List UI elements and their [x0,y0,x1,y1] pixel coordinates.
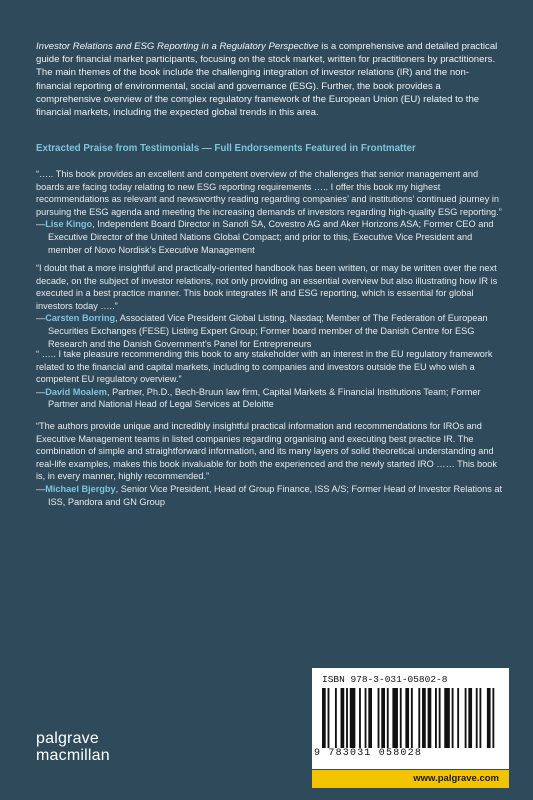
barcode-bar [492,688,494,748]
testimonial-text: “I doubt that a more insightful and practically-oriented handbook has been written, or may be written over the next decade, on the subject of investor relations, not only providing an essential overview but also illustrating how IR is executed in a best practice manner. This book integrates IR and ESG reporting, which is essential for global investors today …..” [36,263,498,311]
barcode-bar [322,688,326,748]
barcode-bar [452,688,454,748]
barcode-bar [335,688,337,748]
publisher-logo-line2: macmillan [36,747,110,764]
barcode-bar [468,688,472,748]
barcode-bar [444,688,450,748]
isbn-label: ISBN 978-3-031-05802-8 [322,674,448,685]
testimonial-author: David Moalem [45,386,107,397]
publisher-logo [36,730,110,764]
testimonial-role: , Independent Board Director in Sanofi SA, Covestro AG and Aker Horizons ASA; Former CEO and Executive Director of the United Nations Global Compact; and prior to this, Executive Vice President and member of Novo Nordisk’s Executive Management [48,219,494,255]
barcode-bar [400,688,402,748]
testimonial-role: , Senior Vice President, Head of Group Finance, ISS A/S; Former Head of Investor Relations at ISS, Pandora and GN Group [48,483,503,507]
barcode-bar [479,688,481,748]
barcode-bar [411,688,413,748]
testimonial [36,168,504,256]
testimonial-author: Michael Bjergby [45,483,116,494]
publisher-logo-line1: palgrave [36,730,99,747]
testimonial-text: “ ….. I take pleasure recommending this book to any stakeholder with an interest in the EU regulatory framework related to the financial and capital markets, including to companies and investors outside the EU who wish a competent EU regulatory overview.” [36,349,493,385]
barcode-bar [392,688,398,748]
barcode-bar [381,688,385,748]
barcode-bar [350,688,356,748]
barcode-bar [476,688,478,748]
testimonial-text: “….. This book provides an excellent and competent overview of the challenges that senior management and boards are facing today relating to new ESG reporting requirements ….. I offer this book my highest recommendations as relevant and newsworthy reading regarding companies’ and institutions’ continued journey in pursuing the ESG agenda and meeting the increasing demands of investors regarding high-quality ESG reporting.” [36,169,502,217]
barcode-digits: 9 783031 058028 [314,748,423,759]
intro-paragraph [36,40,504,119]
barcode-bar [457,688,459,748]
publisher-url: www.palgrave.com [413,773,499,784]
testimonial-attribution: —Michael Bjergby, Senior Vice President, Head of Group Finance, ISS A/S; Former Head of Investor Relations at ISS, Pandora and GN Group [36,483,503,507]
barcode-bar [422,688,426,748]
testimonial-role: , Associated Vice President Global Listing, Nasdaq; Member of The Federation of European Securities Exchanges (FESE) Listing Expert Group; Former board member of the Danish Centre for ESG Research and the Danish Government’s Panel for Entrepreneurs [48,313,488,349]
barcode-bar [341,688,345,748]
barcode-bar [439,688,441,748]
barcode-bar [405,688,409,748]
barcode-bar [418,688,420,748]
barcode-bar [428,688,432,748]
praise-heading: Extracted Praise from Testimonials — Full Endorsements Featured in Frontmatter [36,143,416,154]
testimonial-attribution: —David Moalem, Partner, Ph.D., Bech-Bruun law firm, Capital Markets & Financial Institutions Team; Former Partner and National Head of Legal Services at Deloitte [36,386,481,410]
barcode-bar [359,688,361,748]
testimonial [36,348,504,411]
testimonial [36,262,504,350]
barcode-bar [465,688,467,748]
isbn-barcode [312,668,509,769]
testimonial-role: , Partner, Ph.D., Bech-Bruun law firm, Capital Markets & Financial Institutions Team; Former Partner and National Head of Legal Services at Deloitte [48,386,481,410]
barcode-bar [435,688,437,748]
testimonial-text: “The authors provide unique and incredibly insightful practical information and recommendations for IROs and Executive Management teams in listed companies regarding organising and executing best practice IR. The combination of simple and straightforward information, and its many layers of solid theoretical understanding and real-life examples, makes this book invaluable for both the experienced and the newly started IRO …… This book is, in every manner, highly recommended.” [36,421,497,482]
barcode-bar [328,688,330,748]
testimonial-author: Carsten Borring [45,313,116,324]
barcode-bar [387,688,389,748]
barcode-bar [346,688,348,748]
barcode-bars [322,688,498,748]
intro-text: is a comprehensive and detailed practical guide for financial market participants, focusing on the stock market, written for practitioners by practitioners. The main themes of the book include the challenging integration of investor relations (IR) and the non-financial reporting of environmental, social and governance (ESG). Further, the book provides a comprehensive overview of the complex regulatory framework of the European Union (EU) related to the financial markets, including the expected global trends in this area. [36,41,498,119]
barcode-bar [487,688,491,748]
barcode-bar [365,688,367,748]
testimonial-attribution: —Carsten Borring, Associated Vice President Global Listing, Nasdaq; Member of The Federation of European Securities Exchanges (FESE) Listing Expert Group; Former board member of the Danish Centre for ESG Research and the Danish Government’s Panel for Entrepreneurs [36,313,488,349]
url-bar [312,770,509,788]
barcode-bar [378,688,380,748]
testimonial-author: Lise Kingo [45,219,93,230]
testimonial [36,420,504,508]
book-title: Investor Relations and ESG Reporting in a Regulatory Perspective [36,41,319,52]
testimonial-attribution: —Lise Kingo, Independent Board Director in Sanofi SA, Covestro AG and Aker Horizons ASA; Former CEO and Executive Director of the United Nations Global Compact; and prior to this, Executive Vice President and member of Novo Nordisk’s Executive Management [36,219,494,255]
barcode-bar [368,688,372,748]
